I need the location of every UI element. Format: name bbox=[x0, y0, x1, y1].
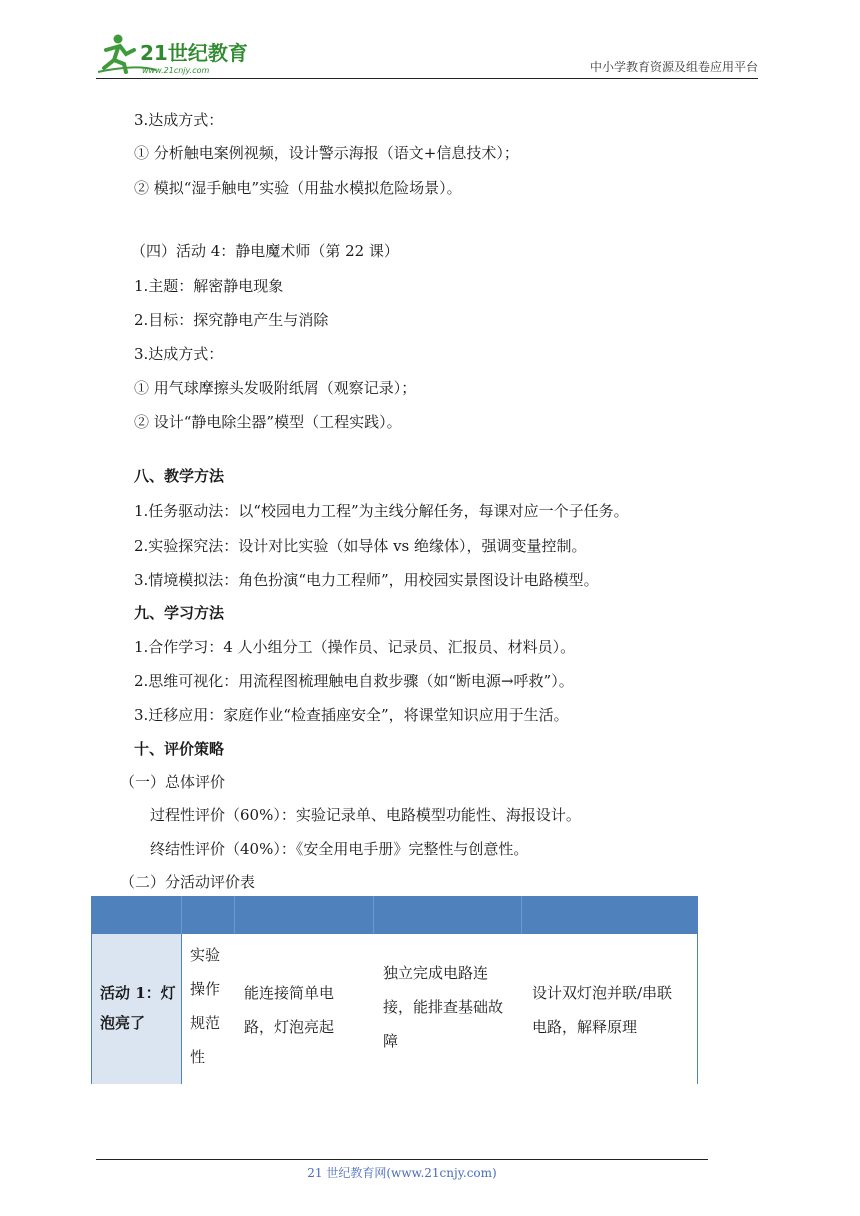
text-line: 2.目标：探究静电产生与消除 bbox=[134, 311, 329, 329]
table-row bbox=[91, 934, 698, 1084]
text-line: ① 用气球摩擦头发吸附纸屑（观察记录）； bbox=[134, 379, 417, 397]
level-proficient-cell: 独立完成电路连接，能排查基础故障 bbox=[383, 964, 504, 1050]
page-header bbox=[96, 30, 758, 78]
text-line: 1.任务驱动法：以“校园电力工程”为主线分解任务，每课对应一个子任务。 bbox=[134, 502, 629, 520]
level-advanced-cell: 设计双灯泡并联/串联电路，解释原理 bbox=[532, 984, 673, 1036]
text-line: 2.实验探究法：设计对比实验（如导体 vs 绝缘体），强调变量控制。 bbox=[134, 537, 587, 555]
footer-divider bbox=[96, 1159, 708, 1160]
text-line: 1.合作学习：4 人小组分工（操作员、记录员、汇报员、材料员）。 bbox=[134, 638, 576, 656]
text-line: 3.达成方式： bbox=[134, 111, 224, 129]
text-line: 2.思维可视化：用流程图梳理触电自救步骤（如“断电源→呼救”）。 bbox=[134, 672, 574, 690]
text-line: 过程性评价（60%）：实验记录单、电路模型功能性、海报设计。 bbox=[150, 806, 581, 824]
subsection-heading: （四）活动 4：静电魔术师（第 22 课） bbox=[131, 242, 399, 260]
header-divider bbox=[96, 78, 758, 79]
section-heading: 九、学习方法 bbox=[134, 604, 225, 622]
section-heading: 八、教学方法 bbox=[134, 467, 225, 485]
criterion-cell: 实验操作规范性 bbox=[190, 946, 221, 1066]
evaluation-table bbox=[91, 896, 698, 1086]
text-line: ② 设计“静电除尘器”模型（工程实践）。 bbox=[134, 413, 402, 431]
text-line: 终结性评价（40%）：《安全用电手册》完整性与创意性。 bbox=[150, 840, 529, 858]
activity-cell bbox=[92, 934, 182, 1084]
subsection-heading: （一）总体评价 bbox=[120, 773, 226, 791]
site-logo bbox=[96, 30, 276, 76]
text-line: ① 分析触电案例视频，设计警示海报（语文+信息技术）； bbox=[134, 144, 519, 162]
text-line: 1.主题：解密静电现象 bbox=[134, 277, 284, 295]
text-line: 3.情境模拟法：角色扮演“电力工程师”，用校园实景图设计电路模型。 bbox=[134, 571, 599, 589]
header-platform-text: 中小学教育资源及组卷应用平台 bbox=[589, 60, 758, 74]
footer-text: 21 世纪教育网(www.21cnjy.com) bbox=[307, 1166, 497, 1180]
activity-name: 活动 1：灯泡亮了 bbox=[100, 984, 176, 1032]
section-heading: 十、评价策略 bbox=[134, 740, 225, 758]
text-line: 3.达成方式： bbox=[134, 345, 224, 363]
svg-text:21世纪教育: 21世纪教育 bbox=[140, 41, 248, 65]
table-header-row bbox=[91, 896, 698, 934]
text-line: ② 模拟“湿手触电”实验（用盐水模拟危险场景）。 bbox=[134, 179, 462, 197]
subsection-heading: （二）分活动评价表 bbox=[120, 873, 256, 891]
text-line: 3.迁移应用：家庭作业“检查插座安全”，将课堂知识应用于生活。 bbox=[134, 706, 569, 724]
level-basic-cell: 能连接简单电路，灯泡亮起 bbox=[244, 984, 335, 1036]
svg-text:www.21cnjy.com: www.21cnjy.com bbox=[142, 66, 210, 75]
